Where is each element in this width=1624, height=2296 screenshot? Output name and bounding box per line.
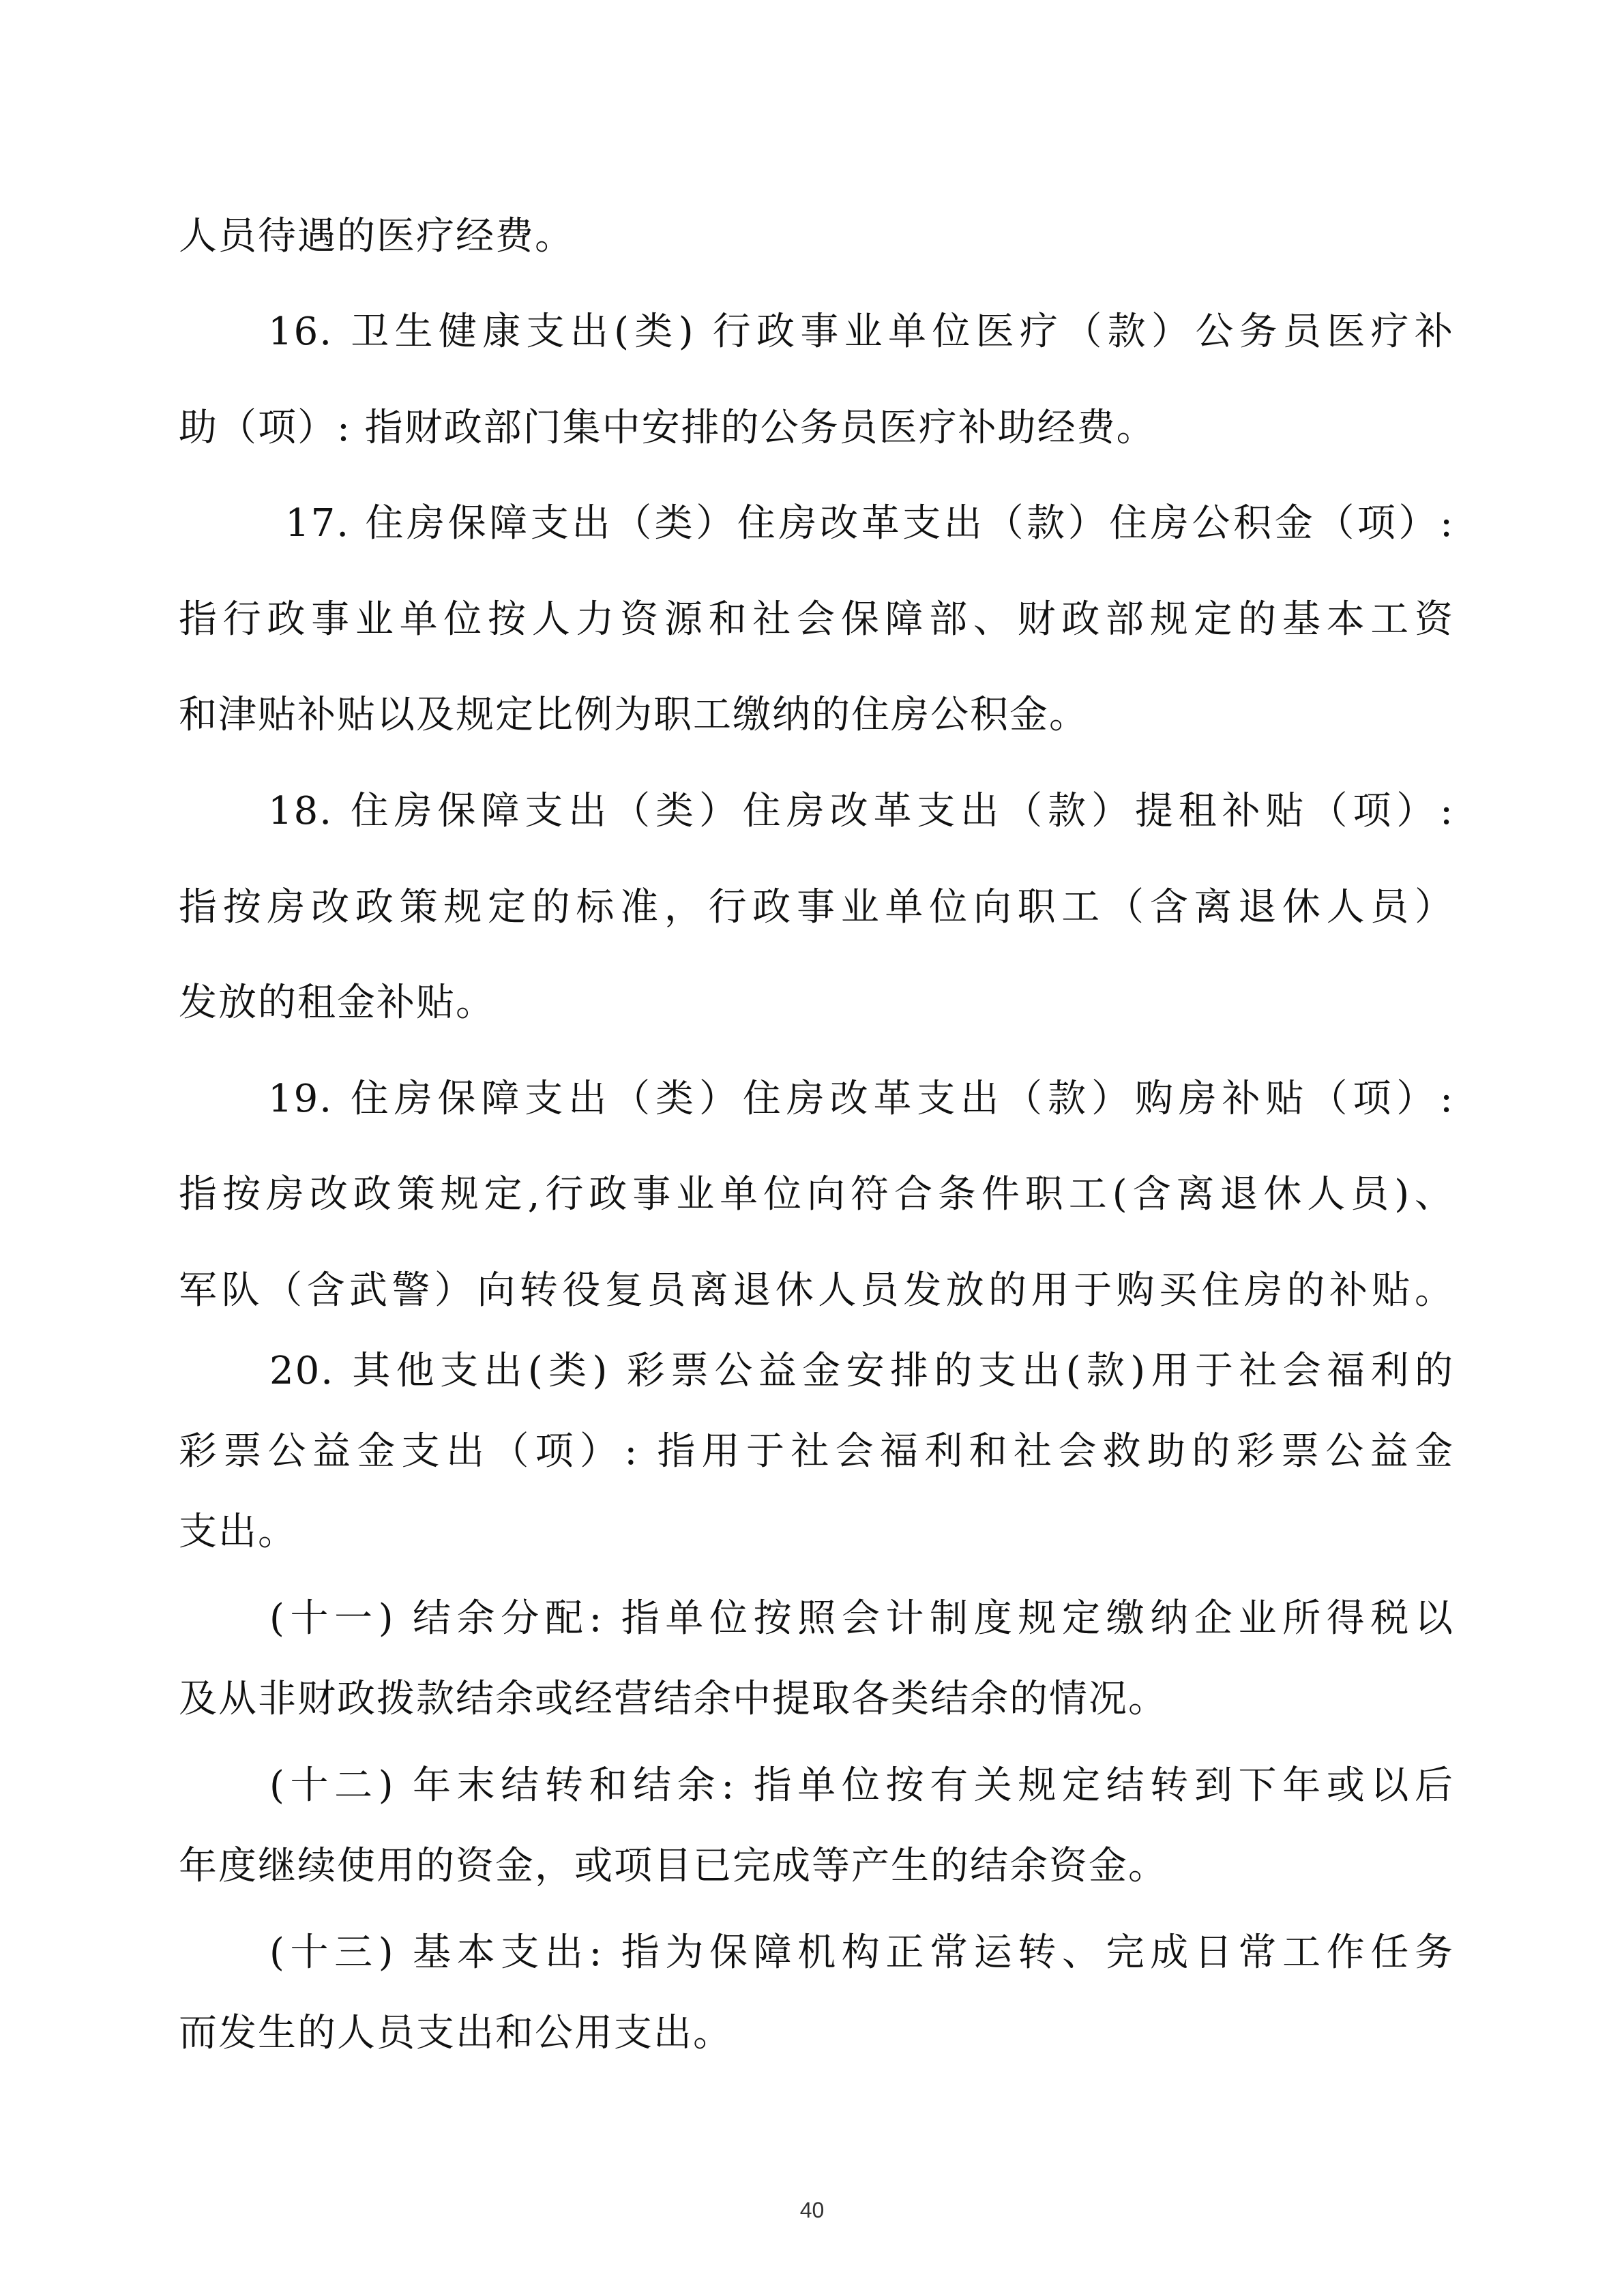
text-line: 发放的租金补贴。 [179, 981, 495, 1025]
page-number: 40 [799, 2198, 825, 2222]
text-line: 17. 住房保障支出（类）住房改革支出（款）住房公积金（项）: [285, 501, 1454, 546]
text-line: 19. 住房保障支出（类）住房改革支出（款）购房补贴（项）: [268, 1077, 1454, 1121]
text-line: 指按房改政策规定的标准，行政事业单位向职工（含离退休人员） [179, 885, 1454, 929]
text-line: 彩票公益金支出（项）: 指用于社会福利和社会救助的彩票公益金 [179, 1429, 1454, 1474]
text-line: 人员待遇的医疗经费。 [179, 214, 574, 258]
text-line: 指行政事业单位按人力资源和社会保障部、财政部规定的基本工资 [179, 597, 1454, 642]
text-line: 20. 其他支出(类) 彩票公益金安排的支出(款)用于社会福利的 [269, 1349, 1454, 1393]
text-line: 而发生的人员支出和公用支出。 [179, 2011, 733, 2055]
text-line: 年度继续使用的资金，或项目已完成等产生的结余资金。 [179, 1844, 1168, 1888]
text-line: 和津贴补贴以及规定比例为职工缴纳的住房公积金。 [179, 693, 1089, 737]
text-line: 支出。 [179, 1510, 297, 1554]
text-line: (十三) 基本支出: 指为保障机构正常运转、完成日常工作任务 [269, 1930, 1454, 1975]
text-line: 及从非财政拨款结余或经营结余中提取各类结余的情况。 [179, 1677, 1168, 1721]
text-line: 指按房改政策规定,行政事业单位向符合条件职工(含离退休人员)、 [179, 1172, 1454, 1217]
text-line: (十一) 结余分配: 指单位按照会计制度规定缴纳企业所得税以 [269, 1596, 1454, 1641]
text-line: 16. 卫生健康支出(类) 行政事业单位医疗（款）公务员医疗补 [268, 310, 1454, 354]
text-line: (十二) 年末结转和结余: 指单位按有关规定结转到下年或以后 [269, 1763, 1454, 1808]
text-line: 助（项）: 指财政部门集中安排的公务员医疗补助经费。 [179, 406, 1156, 450]
text-line: 军队（含武警）向转役复员离退休人员发放的用于购买住房的补贴。 [179, 1268, 1454, 1313]
text-line: 18. 住房保障支出（类）住房改革支出（款）提租补贴（项）: [268, 789, 1454, 833]
